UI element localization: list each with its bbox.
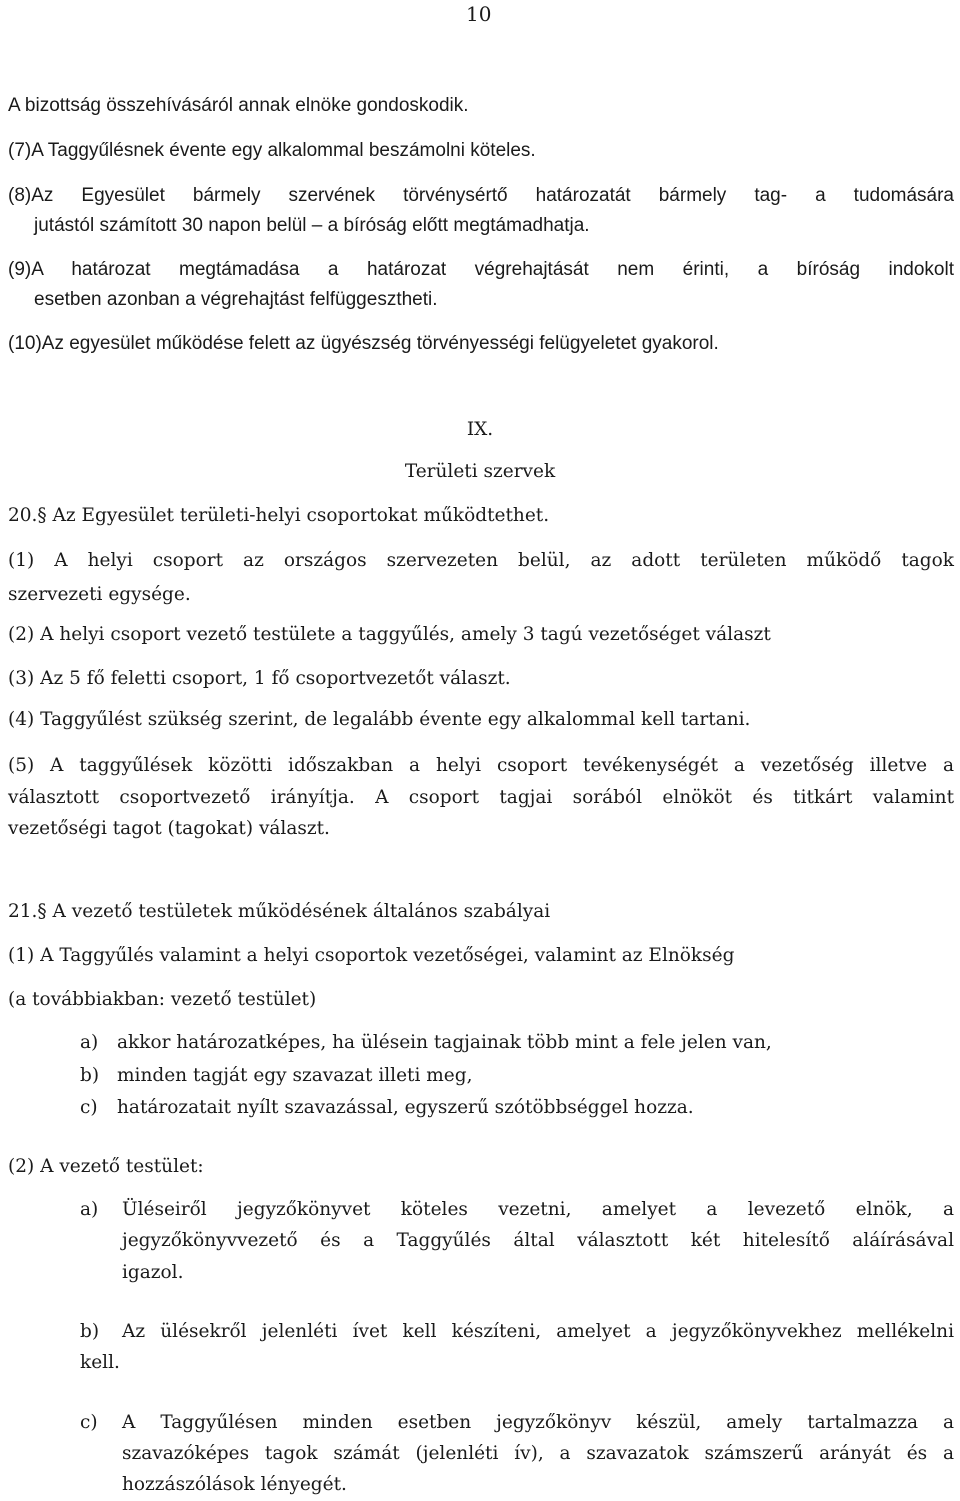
list-marker: a) [80,1199,99,1220]
list-item-a-line2: jegyzőkönyvvezető és a Taggyűlés által választott két hitelesítő aláírásával [122,1230,954,1251]
section-21-heading: 21.§ A vezető testületek működésének általános szabályai [8,901,551,922]
list-item-b-line2: kell. [80,1352,120,1373]
section-20-p1-line1: (1) A helyi csoport az országos szervezeten belül, az adott területen működő tagok [8,550,954,571]
section-20-p5-line2: választott csoportvezető irányítja. A csoport tagjai sorából elnököt és titkárt valamint [8,787,954,808]
paragraph-9-line1: (9)A határozat megtámadása a határozat végrehajtását nem érinti, a bíróság indokolt [8,259,954,280]
list-marker: b) [80,1321,100,1342]
paragraph-line: A bizottság összehívásáról annak elnöke gondoskodik. [8,95,469,116]
list-marker: c) [80,1097,98,1118]
paragraph-7: (7)A Taggyűlésnek évente egy alkalommal beszámolni köteles. [8,140,536,161]
section-20-p3: (3) Az 5 fő feletti csoport, 1 fő csoportvezetőt választ. [8,668,511,689]
section-20-p1-line2: szervezeti egysége. [8,584,191,605]
paragraph-9-line2: esetben azonban a végrehajtást felfüggesztheti. [34,289,438,310]
list-marker: a) [80,1032,99,1053]
section-20-p4: (4) Taggyűlést szükség szerint, de legalább évente egy alkalommal kell tartani. [8,709,751,730]
list-item-a-line3: igazol. [122,1262,184,1283]
section-21-p1-line2: (a továbbiakban: vezető testület) [8,989,317,1010]
paragraph-8-line2: jutástól számított 30 napon belül – a bíróság előtt megtámadhatja. [34,215,590,236]
section-20-p5-line1: (5) A taggyűlések közötti időszakban a helyi csoport tevékenységét a vezetőség illetve a [8,755,954,776]
section-20-p5-line3: vezetőségi tagot (tagokat) választ. [8,818,330,839]
section-21-p2: (2) A vezető testület: [8,1156,204,1177]
section-20-heading: 20.§ Az Egyesület területi-helyi csoportokat működtethet. [8,505,550,526]
list-item: minden tagját egy szavazat illeti meg, [117,1065,473,1086]
list-item: akkor határozatképes, ha ülésein tagjainak több mint a fele jelen van, [117,1032,772,1053]
list-item-c-line2: szavazóképes tagok számát (jelenléti ív), a szavazatok számszerű arányát és a [122,1443,954,1464]
list-item-c-line3: hozzászólások lényegét. [122,1474,347,1495]
page-number: 10 [466,2,492,26]
list-item-c-line1: A Taggyűlésen minden esetben jegyzőkönyv készül, amely tartalmazza a [122,1412,954,1433]
list-item: határozatait nyílt szavazással, egyszerű szótöbbséggel hozza. [117,1097,694,1118]
section-20-p2: (2) A helyi csoport vezető testülete a taggyűlés, amely 3 tagú vezetőséget választ [8,624,771,645]
chapter-number: IX. [466,419,494,440]
list-item-a-line1: Üléseiről jegyzőkönyvet köteles vezetni, amelyet a levezető elnök, a [122,1199,954,1220]
list-marker: b) [80,1065,100,1086]
paragraph-8-line1: (8)Az Egyesület bármely szervének törvénysértő határozatát bármely tag- a tudomására [8,185,954,206]
list-item-b-line1: Az ülésekről jelenléti ívet kell készíteni, amelyet a jegyzőkönyvekhez mellékelni [122,1321,954,1342]
chapter-title: Területi szervek [404,461,556,482]
section-21-p1-line1: (1) A Taggyűlés valamint a helyi csoportok vezetőségei, valamint az Elnökség [8,945,735,966]
paragraph-10: (10)Az egyesület működése felett az ügyészség törvényességi felügyeletet gyakorol. [8,333,719,354]
list-marker: c) [80,1412,98,1433]
